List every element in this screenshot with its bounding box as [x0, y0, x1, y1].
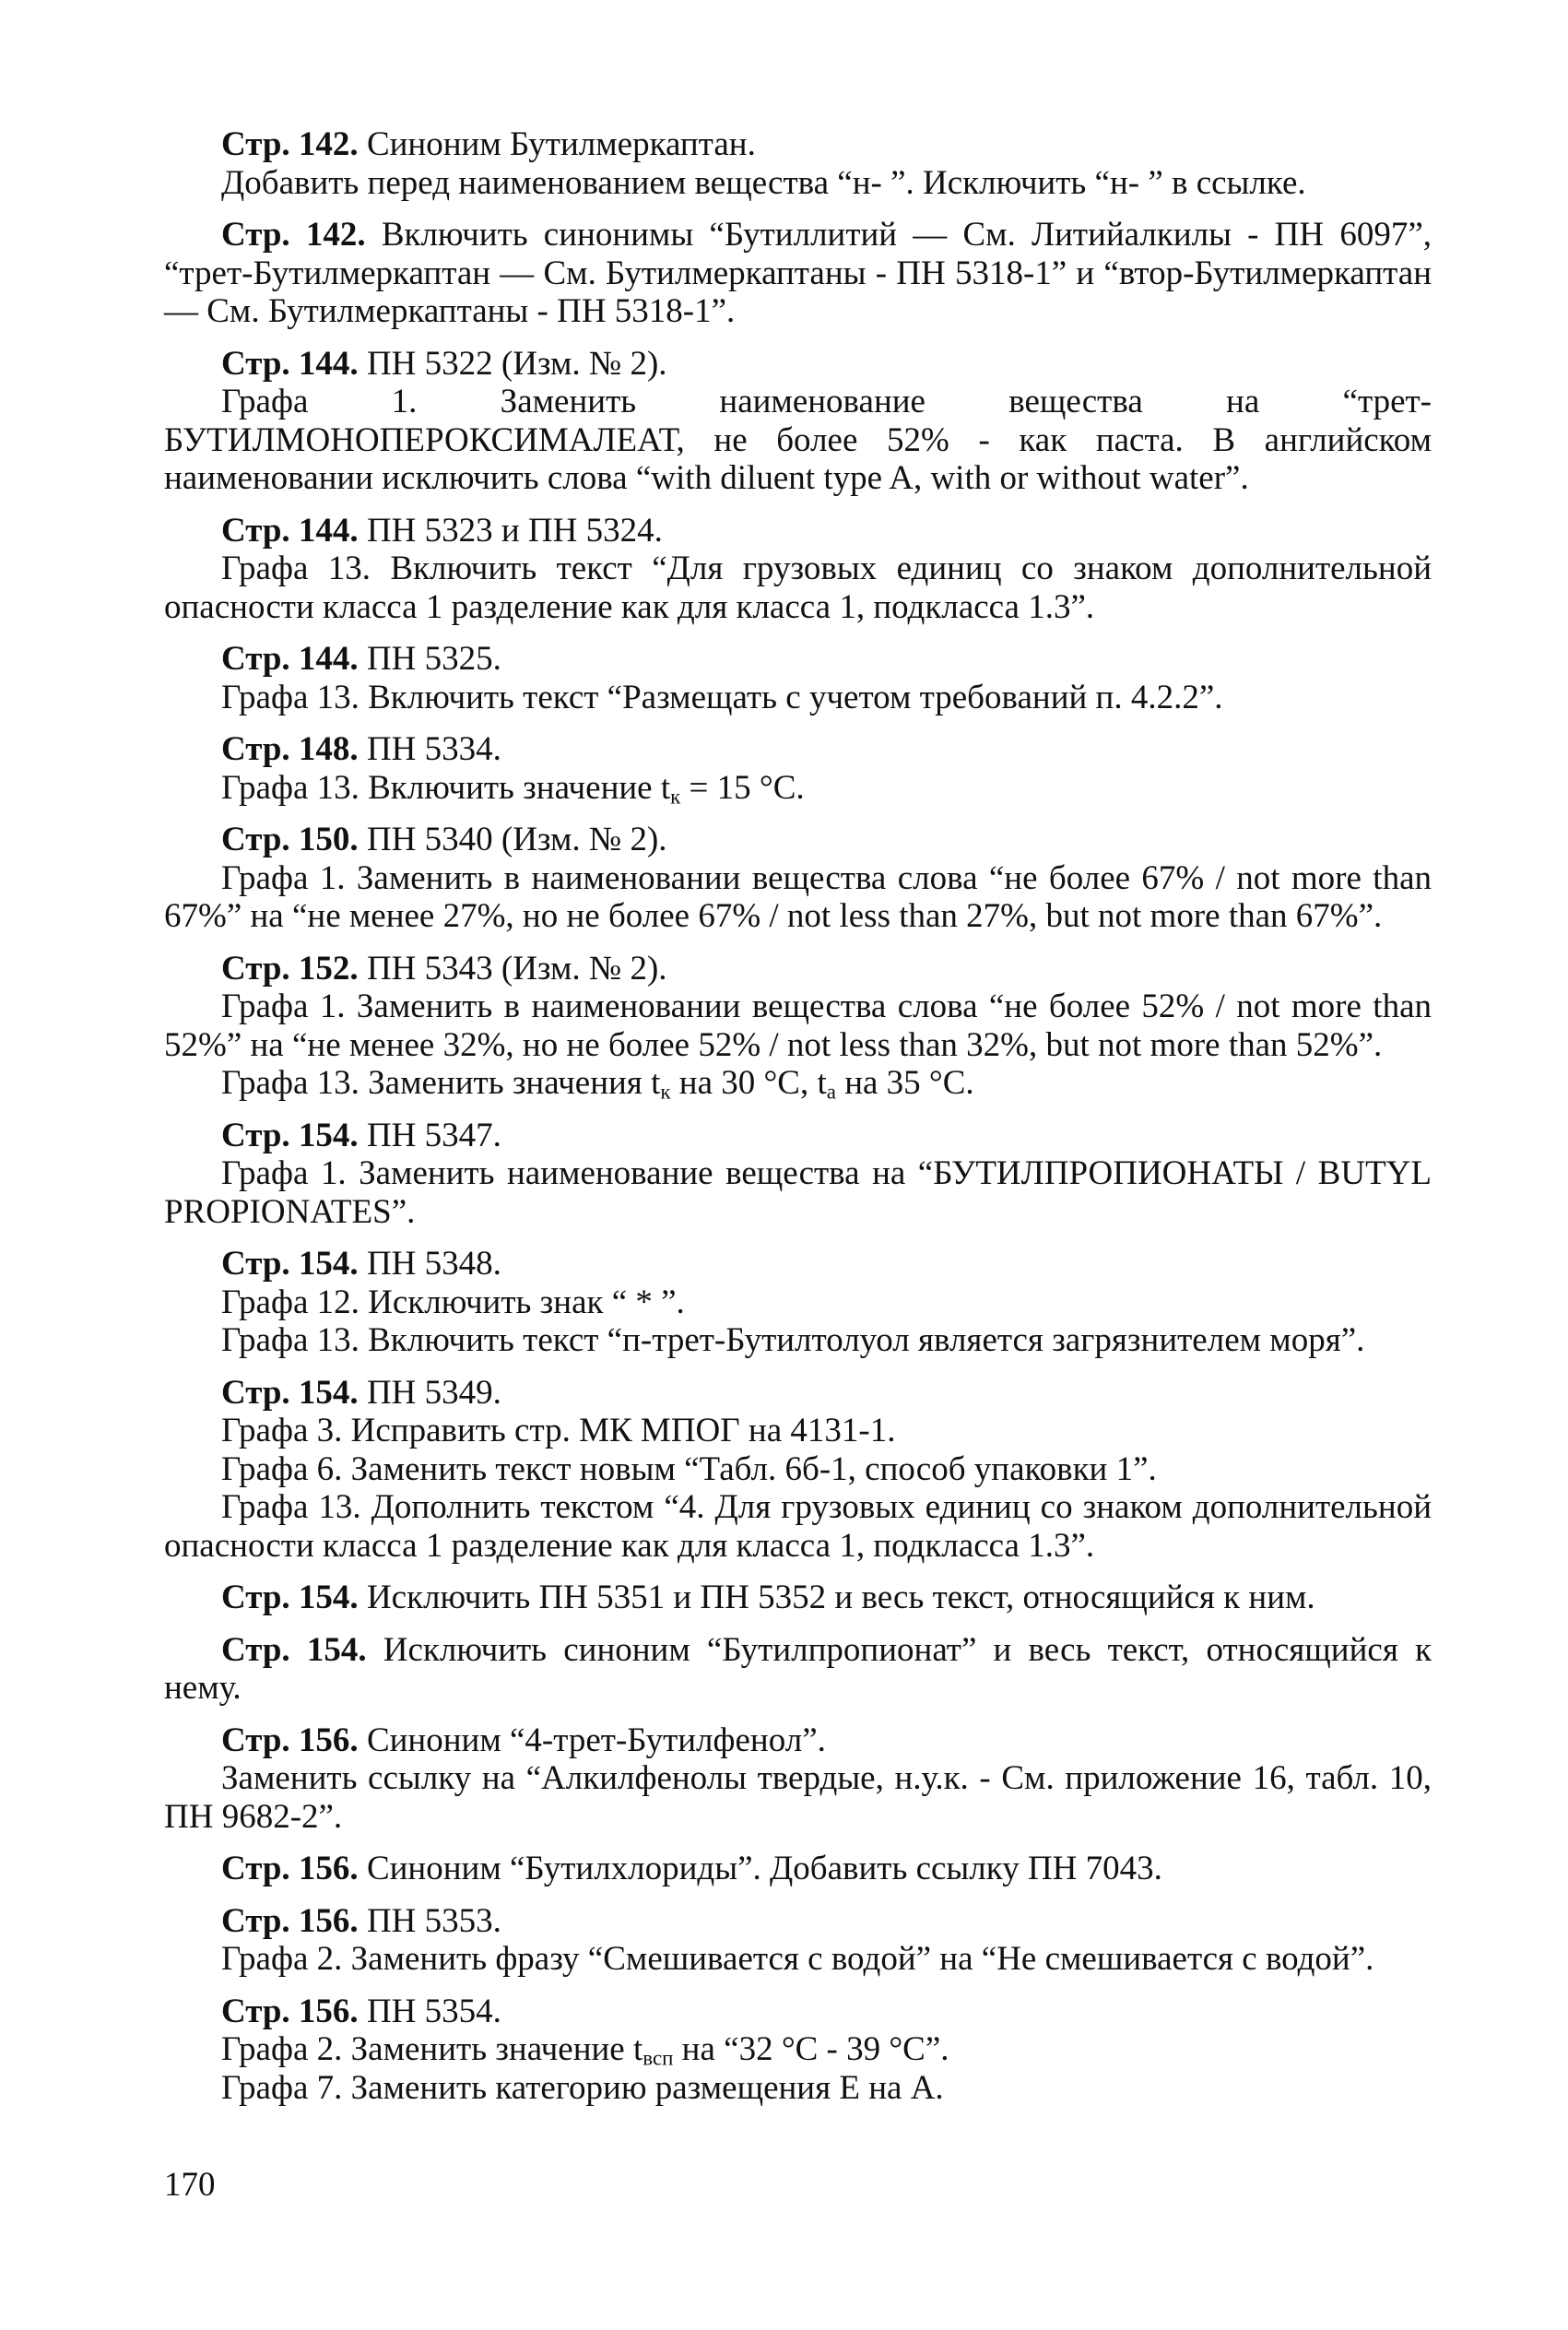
- instruction-line: Заменить ссылку на “Алкилфенолы твердые, н.у.к. - См. приложение 16, табл. 10, ПН 9682-2”.: [164, 1759, 1432, 1836]
- entry: [164, 216, 1432, 331]
- line-text: Графа 13. Включить значение t: [221, 768, 671, 807]
- entry: [164, 512, 1432, 627]
- line-text: на 35 °С.: [835, 1064, 974, 1102]
- heading-text: ПН 5322 (Изм. № 2).: [358, 344, 667, 383]
- heading-text: Исключить ПН 5351 и ПН 5352 и весь текст, относящийся к ним.: [358, 1579, 1315, 1616]
- subscript: к: [660, 1080, 671, 1104]
- heading-text: ПН 5353.: [358, 1901, 501, 1940]
- page-ref: Стр. 148.: [221, 730, 359, 768]
- entry: [164, 730, 1432, 807]
- instruction-line: Графа 3. Исправить стр. МК МПОГ на 4131-1.: [221, 1412, 896, 1449]
- entry-heading: [164, 950, 1432, 988]
- heading-text: Синоним Бутилмеркаптан.: [358, 125, 756, 163]
- instruction-line: Графа 13. Включить текст “п-трет-Бутилтолуол является загрязнителем моря”.: [221, 1321, 1365, 1359]
- heading-text: ПН 5348.: [358, 1245, 501, 1283]
- page-ref: Стр. 154.: [221, 1245, 359, 1283]
- entry-heading: [164, 125, 1432, 164]
- heading-text: Синоним “Бутилхлориды”. Добавить ссылку ПН 7043.: [358, 1850, 1162, 1887]
- entry-heading: [164, 1579, 1432, 1617]
- instruction-line: [164, 1064, 1432, 1103]
- page-ref: Стр. 156.: [221, 1721, 359, 1759]
- page-ref: Стр. 142.: [221, 125, 359, 163]
- heading-text: ПН 5323 и ПН 5324.: [358, 511, 663, 550]
- heading-text: ПН 5349.: [358, 1373, 501, 1412]
- heading-text: ПН 5334.: [358, 730, 501, 768]
- entry-heading: [164, 512, 1432, 550]
- entry: [164, 345, 1432, 498]
- page-ref: Стр. 150.: [221, 821, 359, 858]
- page-ref: Стр. 142.: [221, 216, 366, 254]
- entry-heading: [164, 1902, 1432, 1941]
- heading-text: ПН 5347.: [358, 1116, 501, 1154]
- heading-text: Исключить синоним “Бутилпропионат” и весь текст, относящийся к нему.: [164, 1630, 1432, 1707]
- page-ref: Стр. 156.: [221, 1901, 359, 1940]
- entry: [164, 1993, 1432, 2108]
- line-text: на “32 °С - 39 °С”.: [673, 2030, 949, 2068]
- entry: [164, 1721, 1432, 1837]
- entry-heading: [164, 730, 1432, 769]
- entry: [164, 821, 1432, 936]
- entry: [164, 1902, 1432, 1979]
- instruction-line: Графа 6. Заменить текст новым “Табл. 6б-1, способ упаковки 1”.: [221, 1449, 1157, 1488]
- page-ref: Стр. 152.: [221, 949, 359, 988]
- entry-heading: [164, 1993, 1432, 2031]
- instruction-line: Графа 1. Заменить в наименовании вещества слова “не более 67% / not more than 67%” на “не менее 27%, но не более 67% / not less than 27%, but not more than 67%”.: [164, 858, 1432, 935]
- instruction-line: Графа 2. Заменить фразу “Смешивается с водой” на “Не смешивается с водой”.: [221, 1940, 1374, 1978]
- page-number: 170: [164, 2166, 216, 2204]
- subscript: всп: [643, 2046, 674, 2070]
- line-text: Графа 13. Заменить значения t: [221, 1064, 661, 1102]
- line-text: Графа 2. Заменить значение t: [221, 2030, 643, 2068]
- page-ref: Стр. 156.: [221, 1992, 359, 2030]
- subscript: а: [826, 1080, 836, 1104]
- entry-heading: [164, 821, 1432, 859]
- instruction-line: Графа 1. Заменить наименование вещества на “БУТИЛПРОПИОНАТЫ / BUTYL PROPIONATES”.: [164, 1154, 1432, 1231]
- page-ref: Стр. 154.: [221, 1630, 367, 1669]
- page-ref: Стр. 156.: [221, 1850, 359, 1887]
- entry-heading: [164, 216, 1432, 331]
- entry-heading: [164, 345, 1432, 384]
- instruction-line: Графа 1. Заменить в наименовании вещества слова “не более 52% / not more than 52%” на “не менее 32%, но не более 52% / not less than 32%, but not more than 52%”.: [164, 988, 1432, 1064]
- entry: [164, 950, 1432, 1103]
- heading-text: ПН 5325.: [358, 640, 501, 678]
- entry: [164, 125, 1432, 202]
- instruction-line: [164, 2030, 1432, 2069]
- entry-heading: [164, 1721, 1432, 1760]
- entry: [164, 1631, 1432, 1708]
- heading-text: ПН 5354.: [358, 1992, 501, 2030]
- entry-heading: [164, 1117, 1432, 1155]
- instruction-line: Добавить перед наименованием вещества “н- ”. Исключить “н- ” в ссылке.: [221, 163, 1306, 202]
- instruction-line: Графа 13. Включить текст “Размещать с учетом требований п. 4.2.2”.: [221, 678, 1223, 716]
- heading-text: ПН 5343 (Изм. № 2).: [358, 949, 667, 988]
- page-ref: Стр. 154.: [221, 1373, 359, 1412]
- heading-text: ПН 5340 (Изм. № 2).: [358, 821, 667, 858]
- entry: [164, 1245, 1432, 1360]
- entry: [164, 1850, 1432, 1888]
- line-text: = 15 °С.: [680, 768, 805, 807]
- entry: [164, 1579, 1432, 1617]
- instruction-line: Графа 13. Дополнить текстом “4. Для грузовых единиц со знаком дополнительной опасности класса 1 разделение как для класса 1, подкласса 1.3”.: [164, 1488, 1432, 1565]
- instruction-line: Графа 7. Заменить категорию размещения Е на А.: [221, 2068, 944, 2107]
- heading-text: Включить синонимы “Бутиллитий — См. Литийалкилы - ПН 6097”, “трет-Бутилмеркаптан — См. Бутилмеркаптаны - ПН 5318-1” и “втор-Бутилмеркаптан — См. Бутилмеркаптаны - ПН 5318-1”.: [164, 216, 1432, 330]
- page-ref: Стр. 144.: [221, 511, 359, 550]
- entry-heading: [164, 1245, 1432, 1283]
- page-ref: Стр. 144.: [221, 344, 359, 383]
- page-ref: Стр. 154.: [221, 1116, 359, 1154]
- entry-heading: [164, 1374, 1432, 1413]
- page-ref: Стр. 154.: [221, 1579, 359, 1616]
- entry-heading: [164, 640, 1432, 679]
- instruction-line: [164, 769, 1432, 808]
- line-text: на 30 °С, t: [670, 1064, 827, 1102]
- entry: [164, 1117, 1432, 1232]
- heading-text: Синоним “4-трет-Бутилфенол”.: [358, 1721, 826, 1759]
- entry: [164, 640, 1432, 716]
- instruction-line: Графа 12. Исключить знак “ * ”.: [221, 1283, 685, 1321]
- instruction-line: Графа 1. Заменить наименование вещества на “трет-БУТИЛМОНОПЕРОКСИМАЛЕАТ, не более 52% - как паста. В английском наименовании исключить слова “with diluent type A, with or without water”.: [164, 383, 1432, 497]
- document-body: [164, 125, 1432, 2107]
- subscript: к: [670, 785, 681, 809]
- entry-heading: [164, 1850, 1432, 1888]
- page-ref: Стр. 144.: [221, 640, 359, 678]
- entry: [164, 1374, 1432, 1566]
- instruction-line: Графа 13. Включить текст “Для грузовых единиц со знаком дополнительной опасности класса 1 разделение как для класса 1, подкласса 1.3”.: [164, 550, 1432, 626]
- entry-heading: [164, 1631, 1432, 1708]
